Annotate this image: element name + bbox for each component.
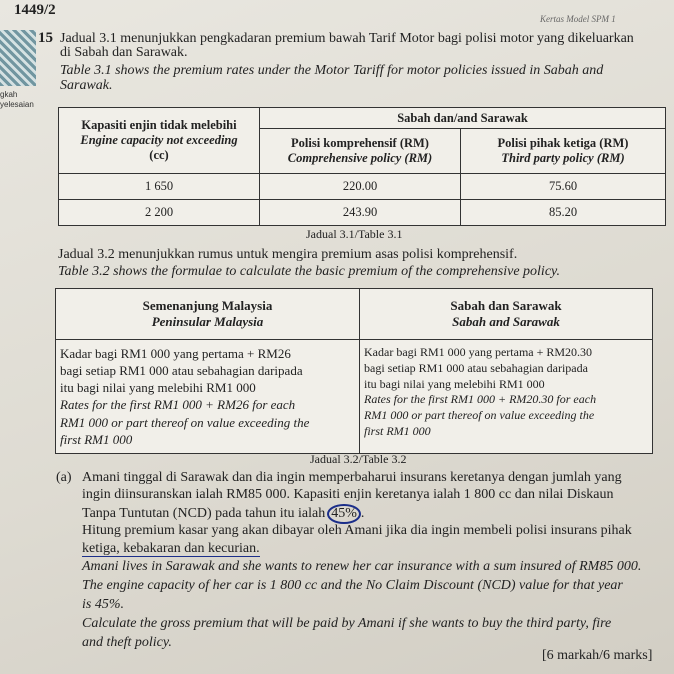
sabah-sarawak-header: Sabah dan/and Sarawak <box>260 108 666 129</box>
marks-label: [6 markah/6 marks] <box>542 648 653 663</box>
sidebar-label-line2: yelesaian <box>0 99 34 109</box>
premium-formula-table <box>55 288 653 454</box>
sabah-sarawak-formula: Kadar bagi RM1 000 yang pertama + RM20.30 bagi setiap RM1 000 atau sebahagian daripada itu bagi nilai yang melebihi RM1 000 Rates for the first RM1 000 + RM20.30 for each RM1 000 or part thereof on value exceeding the first RM1 000 <box>360 340 653 454</box>
part-a-en-line3: is 45%. <box>82 597 124 612</box>
peninsular-formula: Kadar bagi RM1 000 yang pertama + RM26 bagi setiap RM1 000 atau sebahagian daripada itu bagi nilai yang melebihi RM1 000 Rates for the first RM1 000 + RM26 for each RM1 000 or part thereof on value exceeding the first RM1 000 <box>56 340 360 454</box>
header-right-label: Kertas Model SPM 1 <box>540 14 616 24</box>
engine-capacity-header: Kapasiti enjin tidak melebihi Engine capacity not exceeding (cc) <box>59 108 260 174</box>
table-row: 1 650 220.00 75.60 <box>59 174 666 200</box>
intro-en-line1: Table 3.1 shows the premium rates under the Motor Tariff for motor policies issued in Sabah and <box>60 63 604 78</box>
table2-caption: Jadual 3.2/Table 3.2 <box>310 452 407 466</box>
mid-text-ms: Jadual 3.2 menunjukkan rumus untuk mengira premium asas polisi komprehensif. <box>58 247 518 262</box>
ncd-circled-value: 45% <box>327 504 361 524</box>
qr-code-icon <box>0 30 36 86</box>
question-number: 15 <box>38 30 53 46</box>
part-a-en-line2: The engine capacity of her car is 1 800 cc and the No Claim Discount (NCD) value for that year <box>82 578 623 593</box>
part-a-en-line5: and theft policy. <box>82 635 172 650</box>
sidebar-label-line1: gkah <box>0 90 18 99</box>
part-a-en-line4: Calculate the gross premium that will be paid by Amani if she wants to buy the third party, fire <box>82 616 612 631</box>
part-a-ms-line2: ingin diinsuranskan ialah RM85 000. Kapasiti enjin keretanya ialah 1 800 cc dan nilai Diskaun <box>82 487 614 502</box>
sidebar-label <box>0 90 34 109</box>
table1-caption: Jadual 3.1/Table 3.1 <box>306 227 403 241</box>
table-row: 2 200 243.90 85.20 <box>59 200 666 226</box>
third-party-policy-header: Polisi pihak ketiga (RM) Third party policy (RM) <box>461 129 666 174</box>
part-a-label: (a) <box>56 470 72 485</box>
intro-ms-line1: Jadual 3.1 menunjukkan pengkadaran premium bawah Tarif Motor bagi polisi motor yang dikeluarkan <box>60 31 634 46</box>
part-a-ms-line3: Tanpa Tuntutan (NCD) pada tahun itu ialah 45% . <box>82 504 364 524</box>
intro-en-line2: Sarawak. <box>60 78 113 93</box>
intro-ms-line2: di Sabah dan Sarawak. <box>60 45 188 60</box>
part-a-en-line1: Amani lives in Sarawak and she wants to renew her car insurance with a sum insured of RM85 000. <box>82 559 642 574</box>
part-a-ms-line1: Amani tinggal di Sarawak dan dia ingin memperbaharui insurans keretanya dengan jumlah yang <box>82 470 622 485</box>
part-a-ms-line4: Hitung premium kasar yang akan dibayar oleh Amani jika dia ingin membeli polisi insurans pihak <box>82 523 632 538</box>
part-a-ms-line5: ketiga, kebakaran dan kecurian. <box>82 541 260 556</box>
comprehensive-policy-header: Polisi komprehensif (RM) Comprehensive policy (RM) <box>260 129 461 174</box>
premium-rates-table <box>58 107 666 226</box>
mid-text-en: Table 3.2 shows the formulae to calculate the basic premium of the comprehensive policy. <box>58 264 560 279</box>
paper-code: 1449/2 <box>14 2 56 18</box>
peninsular-header: Semenanjung Malaysia Peninsular Malaysia <box>56 289 360 340</box>
sabah-sarawak-formula-header: Sabah dan Sarawak Sabah and Sarawak <box>360 289 653 340</box>
